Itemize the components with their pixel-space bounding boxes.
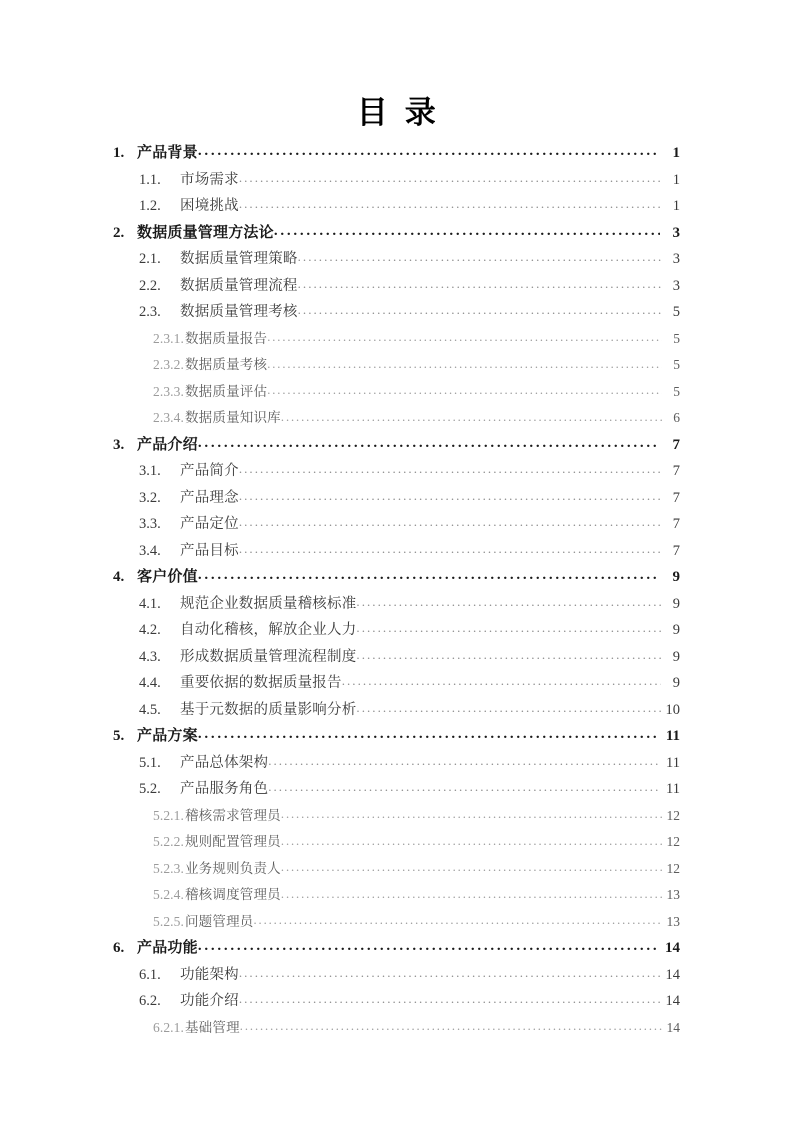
toc-dot-leader xyxy=(239,511,661,536)
toc-dot-leader xyxy=(239,485,661,510)
toc-entry-page-number: 7 xyxy=(672,516,680,532)
toc-entry-level-3[interactable] xyxy=(153,856,680,883)
toc-entry-number: 2.3.2. xyxy=(153,357,184,372)
toc-entry-title: 稽核需求管理员 xyxy=(184,807,281,823)
toc-entry-number: 6. xyxy=(113,940,125,956)
toc-dot-leader xyxy=(239,458,661,483)
toc-entry-number: 3.1. xyxy=(139,463,161,479)
toc-entry-level-1[interactable] xyxy=(113,723,680,750)
toc-entry-number: 2. xyxy=(113,224,125,241)
toc-entry-level-3[interactable] xyxy=(153,405,680,432)
toc-dot-leader xyxy=(298,299,661,324)
toc-entry-level-2[interactable] xyxy=(139,697,680,724)
toc-entry-number: 6.2.1. xyxy=(153,1019,184,1035)
toc-dot-leader xyxy=(239,538,661,563)
toc-entry-page-number: 14 xyxy=(665,940,680,956)
toc-entry-title: 数据质量管理方法论 xyxy=(137,224,274,241)
toc-entry-number: 4.4. xyxy=(139,675,161,691)
toc-entry-page-number: 5 xyxy=(673,383,680,399)
toc-dot-leader xyxy=(239,962,661,987)
toc-entry-title: 客户价值 xyxy=(137,569,198,585)
toc-entry-number: 4.5. xyxy=(139,701,161,718)
toc-entry-title: 数据质量管理流程 xyxy=(180,277,298,294)
toc-entry-level-1[interactable] xyxy=(113,220,680,247)
toc-entry-number: 2.3. xyxy=(139,304,161,320)
toc-entry-page-number: 13 xyxy=(666,913,680,929)
toc-entry-number: 5.1. xyxy=(139,754,161,771)
toc-entry-title: 重要依据的数据质量报告 xyxy=(180,675,342,691)
toc-entry-page-number: 9 xyxy=(672,622,680,638)
toc-entry-page-number: 10 xyxy=(665,701,680,718)
toc-entry-level-3[interactable] xyxy=(153,803,680,830)
toc-entry-page-number: 3 xyxy=(672,251,680,267)
toc-dot-leader xyxy=(198,432,660,457)
toc-entry-level-2[interactable] xyxy=(139,750,680,777)
toc-entry-title: 产品服务角色 xyxy=(180,781,269,797)
toc-entry-page-number: 7 xyxy=(672,489,680,506)
toc-entry-level-2[interactable] xyxy=(139,988,680,1015)
toc-entry-title: 自动化稽核，解放企业人力 xyxy=(180,622,357,638)
toc-entry-level-1[interactable] xyxy=(113,935,680,962)
toc-entry-title: 数据质量管理考核 xyxy=(180,304,298,320)
toc-dot-leader xyxy=(356,697,661,722)
toc-entry-number: 5. xyxy=(113,728,125,744)
toc-dot-leader xyxy=(281,882,662,907)
toc-dot-leader xyxy=(198,935,660,960)
toc-entry-level-2[interactable] xyxy=(139,776,680,803)
toc-entry-page-number: 14 xyxy=(665,966,680,983)
toc-entry-page-number: 12 xyxy=(666,860,680,876)
toc-entry-number: 3. xyxy=(113,436,125,453)
toc-entry-page-number: 12 xyxy=(666,807,680,823)
toc-entry-page-number: 7 xyxy=(672,436,680,453)
toc-entry-page-number: 5 xyxy=(672,304,680,320)
toc-entry-level-1[interactable] xyxy=(113,140,680,167)
toc-entry-title: 基础管理 xyxy=(184,1019,240,1035)
toc-entry-title: 困境挑战 xyxy=(180,198,239,214)
toc-entry-number: 4. xyxy=(113,569,125,585)
toc-dot-leader xyxy=(239,167,661,192)
toc-entry-level-3[interactable] xyxy=(153,1015,680,1042)
toc-entry-level-2[interactable] xyxy=(139,538,680,565)
toc-dot-leader xyxy=(356,591,661,616)
toc-entry-page-number: 1 xyxy=(672,198,680,214)
toc-dot-leader xyxy=(198,723,660,748)
toc-entry-number: 5.2. xyxy=(139,781,161,797)
toc-entry-page-number: 9 xyxy=(672,595,680,612)
toc-entry-number: 5.2.4. xyxy=(153,887,184,902)
toc-dot-leader xyxy=(281,405,662,430)
toc-entry-title: 产品总体架构 xyxy=(180,754,269,771)
toc-entry-title: 稽核调度管理员 xyxy=(184,887,281,902)
toc-entry-title: 数据质量报告 xyxy=(184,330,268,346)
toc-entry-number: 2.3.3. xyxy=(153,383,184,399)
toc-entry-number: 6.2. xyxy=(139,993,161,1009)
toc-entry-number: 3.2. xyxy=(139,489,161,506)
toc-dot-leader xyxy=(268,750,661,775)
toc-dot-leader xyxy=(198,564,660,589)
toc-entry-level-2[interactable] xyxy=(139,167,680,194)
toc-dot-leader xyxy=(239,193,661,218)
toc-entry-page-number: 14 xyxy=(665,993,680,1009)
toc-dot-leader xyxy=(267,326,662,351)
toc-entry-page-number: 3 xyxy=(672,277,680,294)
toc-entry-number: 2.3.1. xyxy=(153,330,184,346)
toc-entry-level-3[interactable] xyxy=(153,882,680,909)
toc-entry-page-number: 7 xyxy=(672,542,680,559)
toc-entry-level-3[interactable] xyxy=(153,352,680,379)
toc-entry-title: 形成数据质量管理流程制度 xyxy=(180,648,357,665)
toc-entry-page-number: 11 xyxy=(665,728,680,744)
toc-dot-leader xyxy=(240,1015,662,1040)
toc-dot-leader xyxy=(274,220,660,245)
toc-entry-page-number: 9 xyxy=(672,569,680,585)
toc-entry-number: 6.1. xyxy=(139,966,161,983)
toc-entry-level-2[interactable] xyxy=(139,273,680,300)
toc-entry-number: 1.1. xyxy=(139,171,161,188)
toc-entry-number: 4.3. xyxy=(139,648,161,665)
toc-entry-number: 5.2.1. xyxy=(153,807,184,823)
toc-entry-level-2[interactable] xyxy=(139,485,680,512)
toc-entry-title: 数据质量考核 xyxy=(184,357,268,372)
toc-dot-leader xyxy=(268,776,661,801)
toc-entry-number: 3.3. xyxy=(139,516,161,532)
toc-entry-title: 产品背景 xyxy=(137,145,198,161)
toc-entry-level-2[interactable] xyxy=(139,591,680,618)
toc-entry-title: 产品定位 xyxy=(180,516,239,532)
toc-dot-leader xyxy=(298,273,661,298)
toc-entry-number: 4.2. xyxy=(139,622,161,638)
toc-entry-page-number: 11 xyxy=(666,754,680,771)
toc-entry-level-3[interactable] xyxy=(153,829,680,856)
toc-entry-level-3[interactable] xyxy=(153,379,680,406)
toc-entry-level-2[interactable] xyxy=(139,246,680,273)
toc-entry-level-2[interactable] xyxy=(139,962,680,989)
toc-dot-leader xyxy=(198,140,660,165)
toc-entry-number: 1.2. xyxy=(139,198,161,214)
toc-entry-title: 功能架构 xyxy=(180,966,239,983)
toc-entry-title: 问题管理员 xyxy=(184,913,254,929)
toc-entry-title: 基于元数据的质量影响分析 xyxy=(180,701,357,718)
page-title: 目 录 xyxy=(356,95,437,130)
toc-entry-title: 功能介绍 xyxy=(180,993,239,1009)
toc-dot-leader xyxy=(267,379,662,404)
toc-entry-page-number: 11 xyxy=(666,781,680,797)
toc-entry-number: 3.4. xyxy=(139,542,161,559)
toc-entry-page-number: 14 xyxy=(666,1019,680,1035)
toc-entry-page-number: 7 xyxy=(672,463,680,479)
toc-entry-level-2[interactable] xyxy=(139,617,680,644)
toc-entry-number: 2.3.4. xyxy=(153,410,184,425)
toc-entry-page-number: 5 xyxy=(673,330,680,346)
toc-dot-leader xyxy=(356,617,661,642)
toc-entry-title: 规则配置管理员 xyxy=(184,834,281,849)
toc-entry-title: 产品理念 xyxy=(180,489,239,506)
toc-entry-page-number: 1 xyxy=(672,171,680,188)
toc-dot-leader xyxy=(281,829,662,854)
toc-entry-number: 2.1. xyxy=(139,251,161,267)
toc-entry-title: 数据质量知识库 xyxy=(184,410,281,425)
toc-entry-page-number: 9 xyxy=(672,675,680,691)
toc-dot-leader xyxy=(356,644,661,669)
toc-entry-title: 产品介绍 xyxy=(137,436,198,453)
toc-entry-level-2[interactable] xyxy=(139,458,680,485)
toc-entry-level-2[interactable] xyxy=(139,670,680,697)
toc-dot-leader xyxy=(281,856,662,881)
toc-entry-level-2[interactable] xyxy=(139,299,680,326)
toc-dot-leader xyxy=(342,670,661,695)
toc-entry-title: 产品方案 xyxy=(137,728,198,744)
toc-entry-level-2[interactable] xyxy=(139,511,680,538)
toc-entry-level-2[interactable] xyxy=(139,193,680,220)
toc-entry-level-3[interactable] xyxy=(153,326,680,353)
toc-entry-page-number: 6 xyxy=(673,410,680,425)
toc-entry-title: 数据质量评估 xyxy=(184,383,268,399)
toc-entry-number: 5.2.2. xyxy=(153,834,184,849)
toc-dot-leader xyxy=(239,988,661,1013)
toc-entry-title: 数据质量管理策略 xyxy=(180,251,298,267)
toc-entry-title: 业务规则负责人 xyxy=(184,860,281,876)
toc-entry-title: 规范企业数据质量稽核标准 xyxy=(180,595,357,612)
toc-entry-title: 市场需求 xyxy=(180,171,239,188)
table-of-contents xyxy=(113,140,680,1041)
toc-entry-level-1[interactable] xyxy=(113,432,680,459)
toc-entry-page-number: 9 xyxy=(672,648,680,665)
toc-dot-leader xyxy=(281,803,662,828)
toc-entry-page-number: 1 xyxy=(672,145,680,161)
toc-entry-page-number: 12 xyxy=(666,834,680,849)
toc-entry-title: 产品简介 xyxy=(180,463,239,479)
toc-dot-leader xyxy=(253,909,662,934)
toc-entry-page-number: 13 xyxy=(666,887,680,902)
toc-entry-page-number: 5 xyxy=(673,357,680,372)
toc-entry-number: 5.2.5. xyxy=(153,913,184,929)
toc-entry-page-number: 3 xyxy=(672,224,680,241)
toc-entry-number: 5.2.3. xyxy=(153,860,184,876)
toc-entry-level-1[interactable] xyxy=(113,564,680,591)
toc-dot-leader xyxy=(298,246,661,271)
toc-entry-title: 产品目标 xyxy=(180,542,239,559)
toc-entry-number: 4.1. xyxy=(139,595,161,612)
toc-entry-number: 1. xyxy=(113,145,125,161)
toc-dot-leader xyxy=(267,352,662,377)
toc-entry-level-2[interactable] xyxy=(139,644,680,671)
toc-entry-title: 产品功能 xyxy=(137,940,198,956)
toc-entry-number: 2.2. xyxy=(139,277,161,294)
toc-entry-level-3[interactable] xyxy=(153,909,680,936)
